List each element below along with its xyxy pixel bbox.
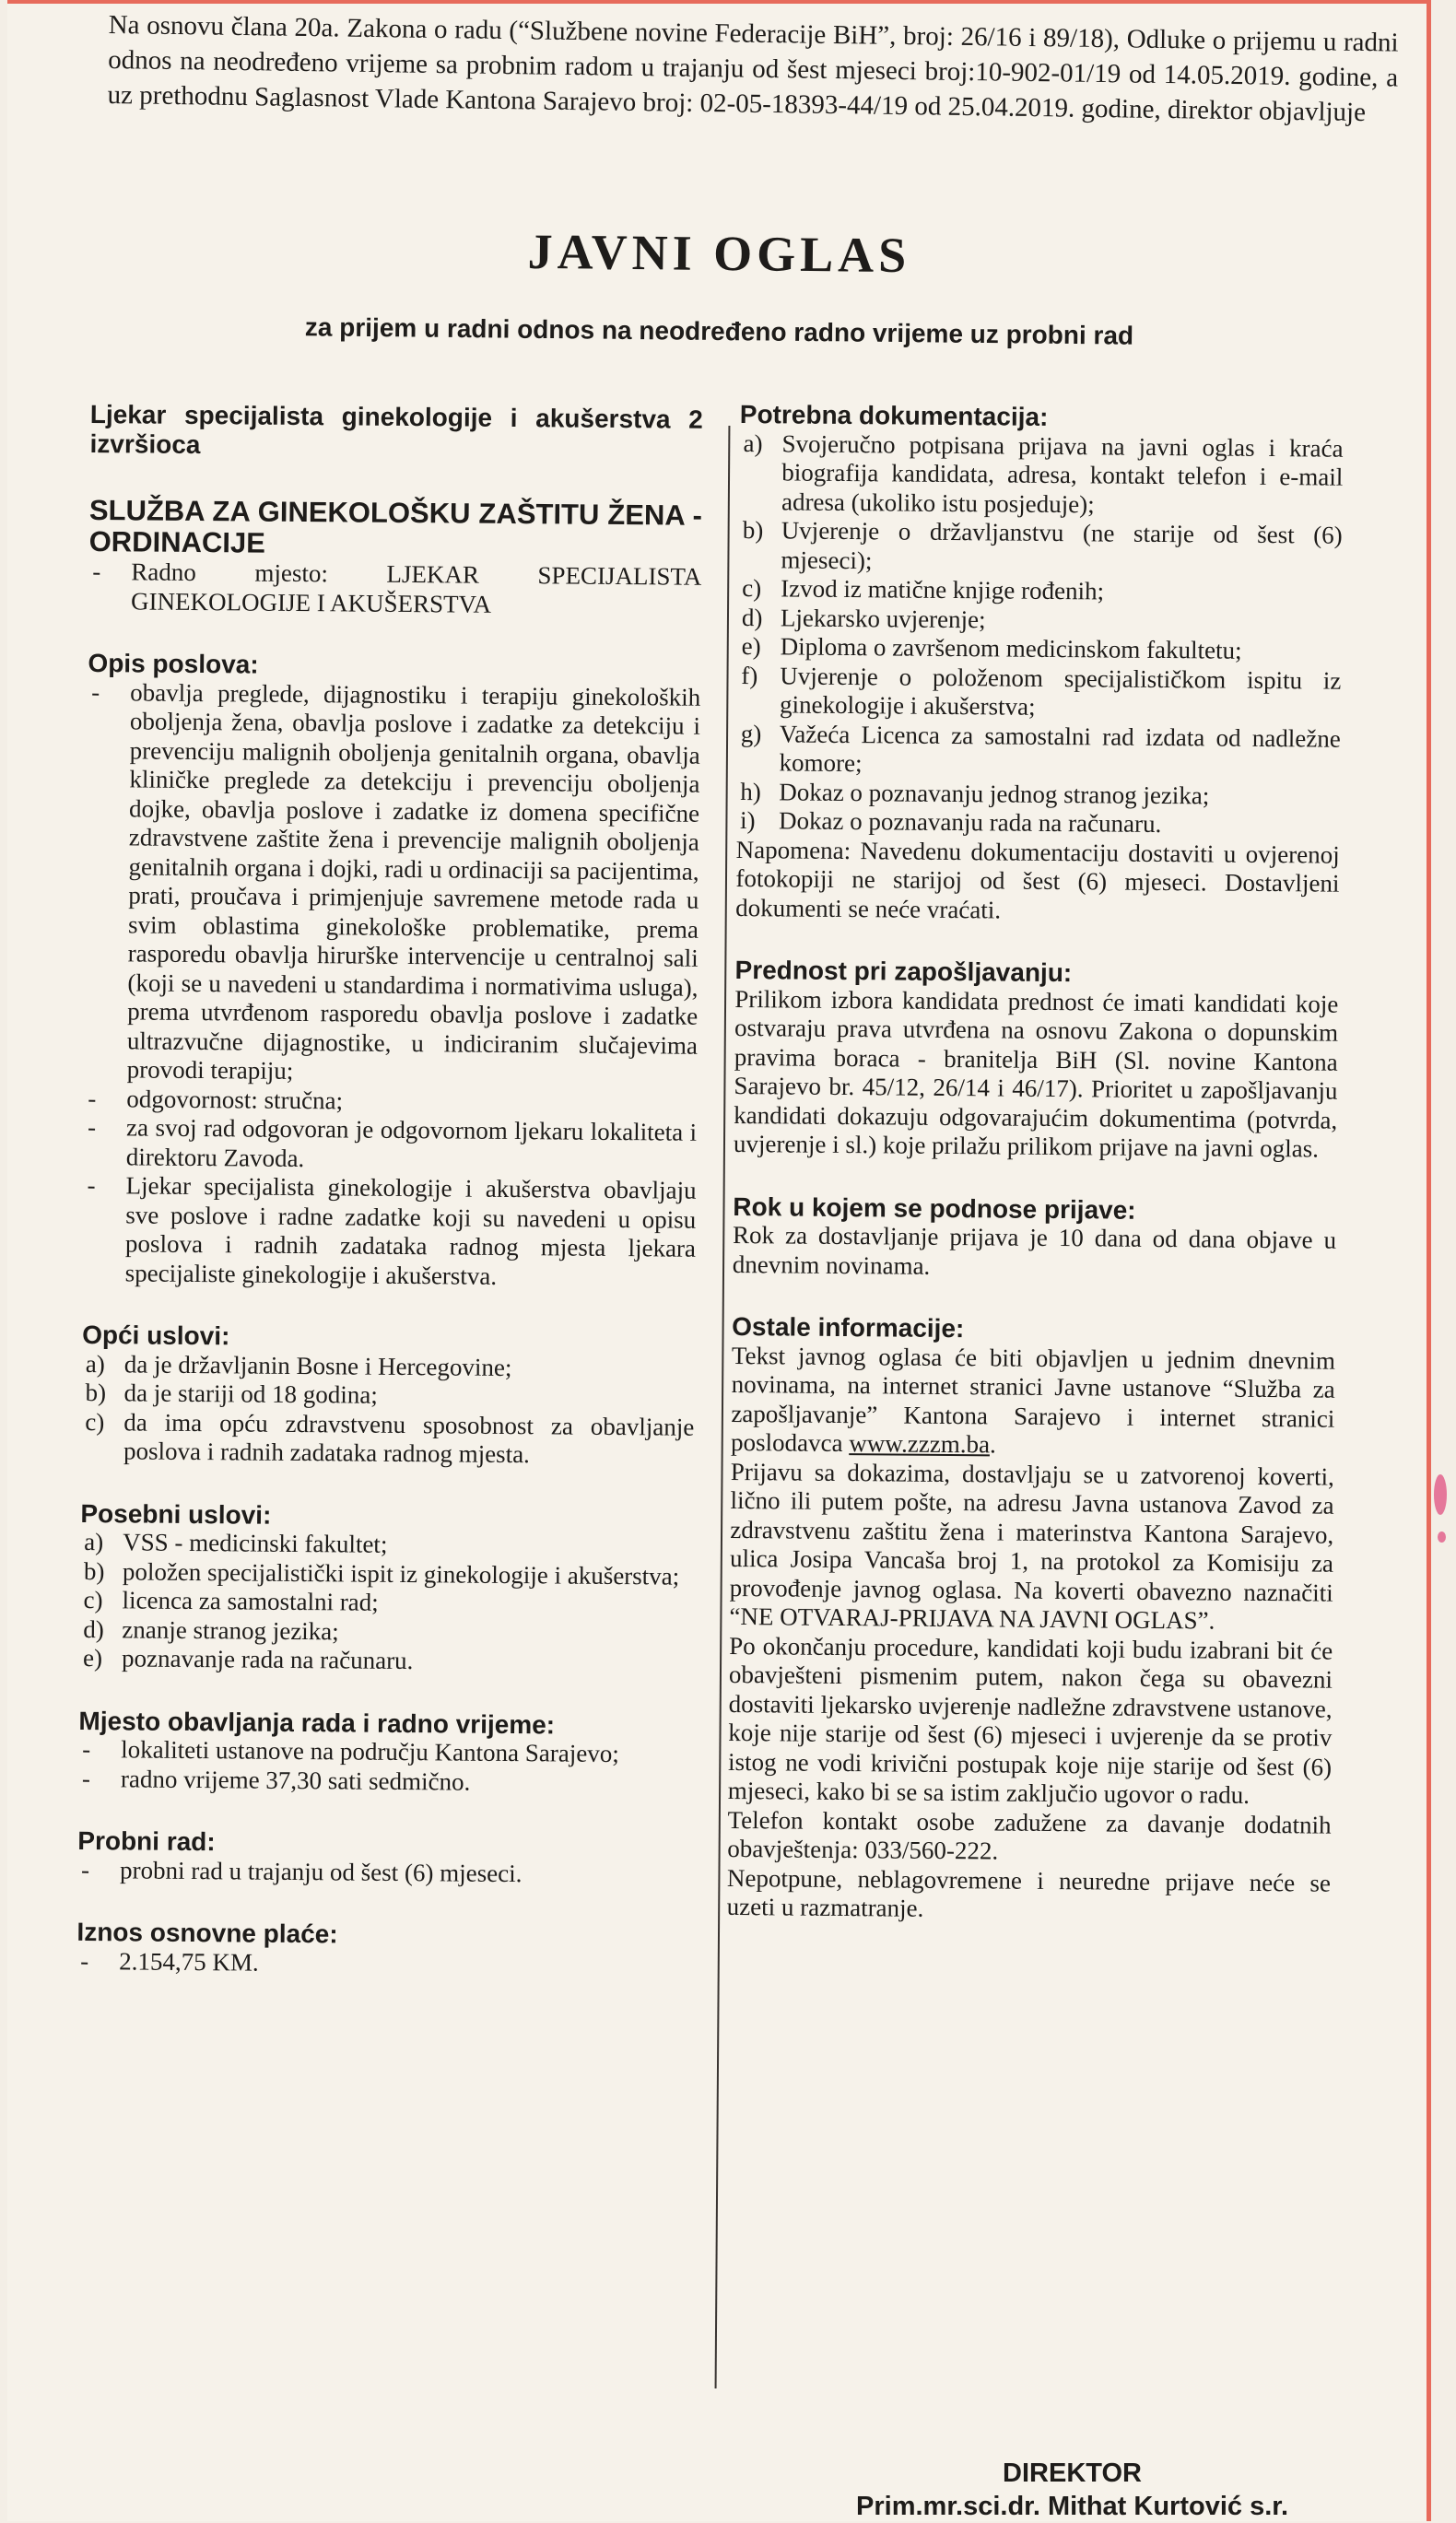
probation-item: - probni rad u trajanju od šest (6) mjeseci.	[80, 1855, 523, 1887]
doc-item: d) Ljekarsko uvjerenje;	[741, 603, 986, 633]
priority-text: Prilikom izbora kandidata prednost će imati kandidati koje ostvaraju prava utvrđena na osnovu Zakona o dopunskim pravima boraca - branitelja BiH (Sl. novine Kantona Sarajevo br. 45/12, 26/14 i 46/17). Prioritet u zapošljavanju kandidati dokazuju odgovarajućim dokumentima (potvrda, uvjerenje i sl.) koje prilažu prilikom prijave na javni oglas.	[733, 984, 1339, 1163]
signature-role: DIREKTOR	[1003, 2458, 1142, 2488]
duty-item: - za svoj rad odgovoran je odgovornom ljekaru lokaliteta i direktoru Zavoda.	[87, 1113, 698, 1172]
priority-section	[734, 956, 1339, 1164]
duty-item: - odgovornost: stručna;	[88, 1084, 344, 1114]
intro-text: Na osnovu člana 20a. Zakona o radu (“Službene novine Federacije BiH”, broj: 26/16 i 89/18), Odluke o prijemu u radni odnos na neodređeno vrijeme sa probnim radom u trajanju od šest mjeseci broj:10-902-01/19 od 14.05.2019. godine, a uz prethodnu Saglasnost Vlade Kantona Sarajevo broj: 02-05-18393-44/19 od 25.04.2019. godine, direktor objavljuje	[107, 9, 1399, 128]
left-column	[76, 400, 703, 1981]
docs-heading: Potrebna dokumentacija:	[739, 400, 1049, 431]
dash-marker: -	[92, 557, 101, 586]
duty-item: - obavlja preglede, dijagnostiku i terapiju ginekoloških oboljenja žena, obavlja poslove i zadatke za detekciju i prevenciju malignih oboljenja genitalnih organa, obavlja kliničke preglede za detekciju i prevenciju oboljenja dojke, obavlja poslove i zadatke iz domena specifične zdravstvene zaštite žena i prevencije malignih oboljenja genitalnih organa i dojki, radi u ordinaciji sa pacijentima, prati, proučava i primjenjuje savremene metode rada u svim oblastima ginekološke problematike, prema rasporedu obavlja hirurške intervencije u centralnoj sali (koji se u navedeni u standardima i normativima usluga), prema utvrđenom rasporedu obavlja poslove i zadatke ultrazvučne dijagnostike, u indiciranim slučajevima provodi terapiju;	[91, 677, 701, 1085]
place-heading: Mjesto obavljanja rada i radno vrijeme:	[78, 1706, 556, 1739]
condition-item: c) da ima opću zdravstvenu sposobnost za obavljanje poslova i radnih zadataka radnog mjesta.	[85, 1407, 695, 1469]
other-paragraph: Prijavu sa dokazima, dostavljaju se u zatvorenoj koverti, lično ili putem pošte, na adresu Javna ustanova Zavod za zdravstvenu zaštitu žena i materinstva Kantona Sarajevo, ulica Josipa Vancaša broj 1, na protokol za Komisiju za provođenje javnog oglasa. Na koverti obavezno naznačiti “NE OTVARAJ-PRIJAVA NA JAVNI OGLAS”.	[729, 1457, 1334, 1635]
intro-paragraph	[107, 7, 1398, 131]
column-divider	[715, 426, 731, 2388]
probation-heading: Probni rad:	[77, 1825, 216, 1857]
deadline-heading: Rok u kojem se podnose prijave:	[733, 1191, 1136, 1225]
special-conditions-section	[79, 1498, 694, 1678]
special-heading: Posebni uslovi:	[80, 1498, 272, 1530]
general-conditions-section	[81, 1320, 695, 1471]
other-heading: Ostale informacije:	[732, 1311, 965, 1344]
deadline-section	[733, 1191, 1337, 1284]
place-item: - radno vrijeme 37,30 sati sedmično.	[81, 1764, 471, 1796]
probation-section	[77, 1826, 691, 1890]
docs-note: Napomena: Navedenu dokumentaciju dostaviti u ovjerenoj fotokopiji ne starijoj od šest (6) mjeseci. Dostavljeni dokumenti se neće vraćati.	[735, 835, 1340, 923]
other-paragraph: Telefon kontakt osobe zadužene za davanje dodatnih obavještenja: 033/560-222.	[727, 1805, 1332, 1865]
ad-title: JAVNI OGLAS	[527, 223, 911, 284]
duties-heading: Opis poslova:	[88, 648, 259, 679]
other-paragraph: Nepotpune, neblagovremene i neuredne prijave neće se uzeti u razmatranje.	[726, 1863, 1332, 1922]
salary-section	[76, 1918, 690, 1981]
ad-subtitle: za prijem u radni odnos na neodređeno radno vrijeme uz probni rad	[304, 312, 1134, 350]
other-paragraph: Po okončanju procedure, kandidati koji budu izabrani bit će obavješteni pismenim putem, nakon čega su obavezni dostaviti ljekarsko uvjerenje nadležne zdravstvene ustanove, koje nije starije od šest (6) mjeseci i uvjerenje da se protiv istog ne vodi krivični postupak koje nije starije od šest (6) mjeseci, kako bi se sa istim zaključio ugovor o radu.	[727, 1631, 1333, 1809]
doc-item: h) Dokaz o poznavanju jednog stranog jezika;	[740, 777, 1210, 809]
workplace-text: Radno mjesto: LJEKAR SPECIJALISTA GINEKOLOGIJE I AKUŠERSTVA	[130, 557, 702, 618]
ink-stain	[1434, 1474, 1447, 1515]
employer-website-link[interactable]: www.zzzm.ba	[849, 1429, 991, 1459]
position-section	[88, 400, 703, 621]
signature-block	[856, 2457, 1288, 2523]
workplace-time-section	[78, 1706, 692, 1798]
right-column	[727, 400, 1344, 1927]
newspaper-clipping	[7, 0, 1431, 2521]
deadline-text: Rok za dostavljanje prijava je 10 dana od dana objave u dnevnim novinama.	[732, 1220, 1337, 1280]
salary-item: - 2.154,75 KM.	[80, 1946, 259, 1977]
condition-item: e) poznavanje rada na računaru.	[82, 1643, 414, 1675]
documents-section	[735, 400, 1344, 928]
general-heading: Opći uslovi:	[82, 1320, 230, 1351]
condition-item: c) licenca za samostalni rad;	[83, 1585, 379, 1616]
duties-section	[83, 649, 701, 1293]
service-name: SLUŽBA ZA GINEKOLOŠKU ZAŠTITU ŽENA - ORDINACIJE	[88, 493, 703, 559]
doc-item: b) Uvjerenje o državljanstvu (ne starije od šest (6) mjeseci);	[742, 516, 1343, 574]
other-paragraph: Tekst javnog oglasa će biti objavljen u jednim dnevnim novinama, na internet stranici Javne ustanove “Služba za zapošljavanje” Kantona Sarajevo i internet stranici poslodavca www.zzzm.ba.	[730, 1341, 1336, 1459]
condition-item: a) da je državljanin Bosne i Hercegovine;	[85, 1349, 512, 1381]
other-info-section	[727, 1312, 1336, 1927]
condition-item: b) da je stariji od 18 godina;	[85, 1378, 378, 1409]
doc-item: a) Svojeručno potpisana prijava na javni oglas i kraća biografija kandidata, adresa, kontakt telefon i e-mail adresa (ukoliko istu posjeduje);	[743, 428, 1344, 518]
doc-item: f) Uvjerenje o položenom specijalističkom ispitu iz ginekologije i akušerstva;	[741, 661, 1342, 721]
priority-heading: Prednost pri zapošljavanju:	[734, 955, 1073, 988]
duty-item: - Ljekar specijalista ginekologije i akušerstva obavljaju sve poslove i radne zadatke koji su navedeni u opisu poslova i radnih zadataka radnog mjesta ljekara specijaliste ginekologije i akušerstva.	[87, 1171, 697, 1290]
doc-item: e) Diploma o završenom medicinskom fakultetu;	[741, 632, 1242, 664]
signature-name: Prim.mr.sci.dr. Mithat Kurtović s.r.	[856, 2492, 1288, 2521]
doc-item: g) Važeća Licenca za samostalni rad izdata od nadležne komore;	[740, 719, 1341, 778]
condition-item: b) položen specijalistički ispit iz ginekologije i akušerstva;	[83, 1556, 680, 1590]
ink-stain	[1438, 1531, 1446, 1543]
condition-item: d) znanje stranog jezika;	[83, 1614, 339, 1645]
position-title: Ljekar specijalista ginekologije i akušerstva 2 izvršioca	[89, 400, 703, 459]
salary-heading: Iznos osnovne plaće:	[76, 1917, 338, 1949]
doc-item: i) Dokaz o poznavanju rada na računaru.	[739, 806, 1162, 839]
condition-item: a) VSS - medicinski fakultet;	[84, 1527, 388, 1558]
workplace-line	[88, 557, 702, 621]
doc-item: c) Izvod iz matične knjige rođenih;	[742, 574, 1105, 605]
place-item: - lokaliteti ustanove na području Kantona Sarajevo;	[82, 1734, 619, 1768]
